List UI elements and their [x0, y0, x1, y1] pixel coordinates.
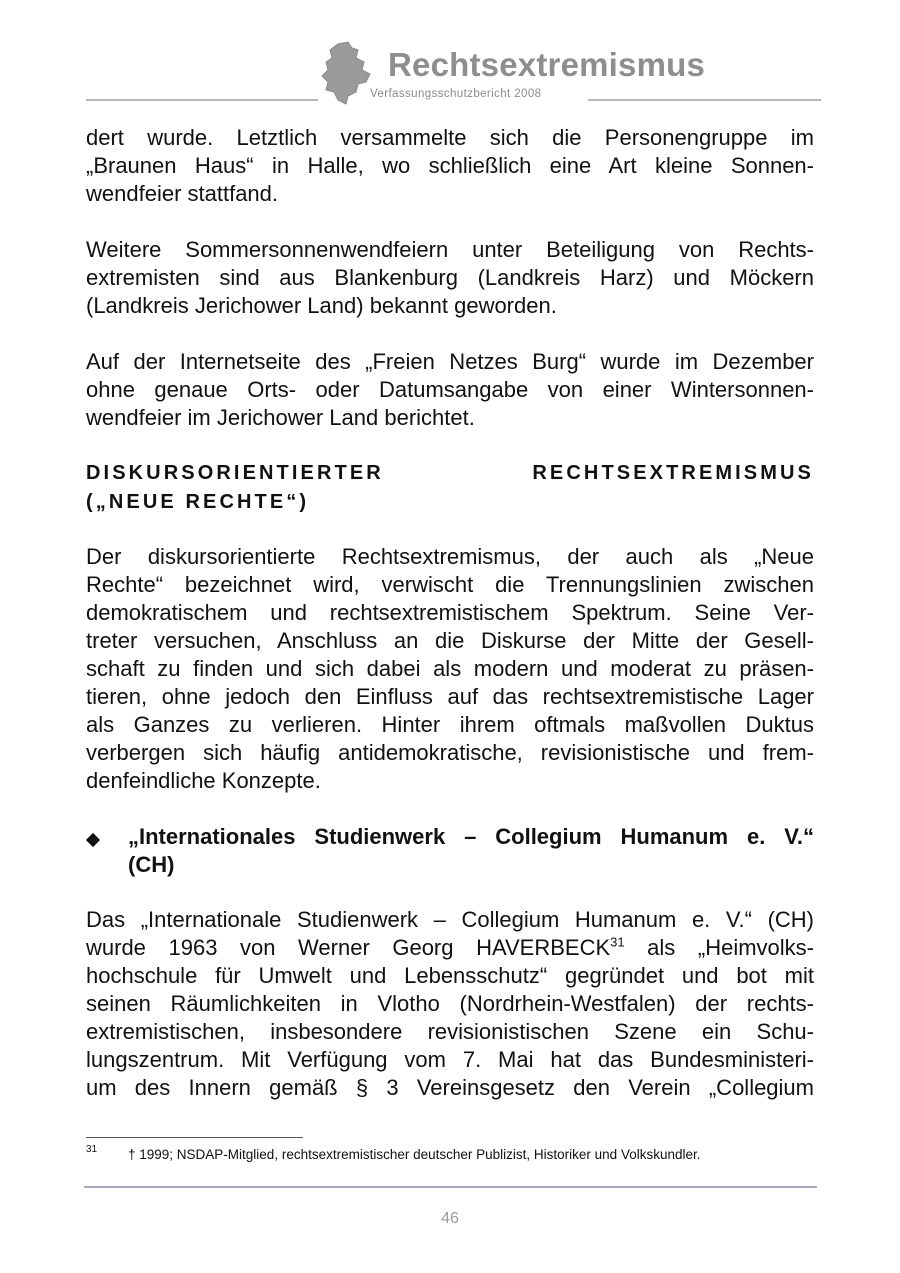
- heading-line: („NEUE RECHTE“): [86, 491, 310, 513]
- paragraph-5: [86, 906, 814, 1102]
- text-line: hochschule für Umwelt und Lebensschutz“ gegründet und bot mit: [86, 963, 814, 988]
- text-line: wendfeier im Jerichower Land berichtet.: [86, 405, 475, 430]
- text-line: extremisten sind aus Blankenburg (Landkreis Harz) und Möckern: [86, 265, 814, 290]
- text-line: denfeindliche Konzepte.: [86, 768, 321, 793]
- text-line: um des Innern gemäß § 3 Vereinsgesetz den Verein „Collegium: [86, 1075, 814, 1100]
- footnote-text: † 1999; NSDAP-Mitglied, rechtsextremistischer deutscher Publizist, Historiker und Volkskundler.: [128, 1147, 701, 1162]
- text-line: „Braunen Haus“ in Halle, wo schließlich eine Art kleine Sonnen-: [86, 153, 814, 178]
- paragraph-4: [86, 543, 814, 795]
- paragraph-2: [86, 236, 814, 320]
- bullet-subheading-text: [128, 823, 814, 879]
- bullet-line: (CH): [128, 852, 175, 877]
- text-segment: als „Heimvolks-: [624, 935, 814, 960]
- header-rule-right: [588, 99, 821, 101]
- diamond-bullet-icon: [86, 833, 100, 847]
- text-line: Der diskursorientierte Rechtsextremismus, der auch als „Neue: [86, 544, 814, 569]
- text-line: Auf der Internetseite des „Freien Netzes Burg“ wurde im Dezember: [86, 349, 814, 374]
- text-line: Weitere Sommersonnenwendfeiern unter Beteiligung von Rechts-: [86, 237, 814, 262]
- text-line: extremistischen, insbesondere revisionistischen Szene ein Schu-: [86, 1019, 814, 1044]
- text-line: demokratischem und rechtsextremistischem Spektrum. Seine Ver-: [86, 600, 814, 625]
- paragraph-1: [86, 124, 814, 208]
- text-segment: wurde 1963 von Werner Georg HAVERBECK: [86, 935, 611, 960]
- text-line: seinen Räumlichkeiten in Vlotho (Nordrhein-Westfalen) der rechts-: [86, 991, 814, 1016]
- text-line: treter versuchen, Anschluss an die Diskurse der Mitte der Gesell-: [86, 628, 814, 653]
- footnote-reference[interactable]: 31: [610, 934, 625, 950]
- header-title: Rechtsextremismus: [388, 46, 706, 83]
- text-line: Das „Internationale Studienwerk – Collegium Humanum e. V.“ (CH): [86, 907, 814, 932]
- text-line-with-footnote: [86, 934, 814, 962]
- bullet-line: „Internationales Studienwerk – Collegium Humanum e. V.“: [128, 824, 814, 849]
- footnote-rule: [86, 1137, 303, 1138]
- section-heading: [86, 459, 814, 517]
- text-line: dert wurde. Letztlich versammelte sich die Personengruppe im: [86, 125, 814, 150]
- text-line: tieren, ohne jedoch den Einfluss auf das rechtsextremistische Lager: [86, 684, 814, 709]
- text-line: lungszentrum. Mit Verfügung vom 7. Mai hat das Bundesministeri-: [86, 1047, 814, 1072]
- footnote-number: 31: [86, 1144, 98, 1155]
- paragraph-3: [86, 348, 814, 432]
- text-line: wendfeier stattfand.: [86, 181, 279, 206]
- text-line: (Landkreis Jerichower Land) bekannt geworden.: [86, 293, 557, 318]
- text-line: ohne genaue Orts- oder Datumsangabe von einer Wintersonnen-: [86, 377, 814, 402]
- page-number: 46: [441, 1210, 459, 1227]
- heading-line: DISKURSORIENTIERTER RECHTSEXTREMISMUS: [86, 462, 814, 484]
- text-line: Rechte“ bezeichnet wird, verwischt die Trennungslinien zwischen: [86, 572, 814, 597]
- header-rule-left: [86, 99, 318, 101]
- text-line: als Ganzes zu verlieren. Hinter ihrem oftmals maßvollen Duktus: [86, 712, 814, 737]
- text-line: verbergen sich häufig antidemokratische, revisionistische und frem-: [86, 740, 814, 765]
- footer-rule: [84, 1186, 817, 1188]
- header-subtitle: Verfassungsschutzbericht 2008: [366, 88, 545, 100]
- text-line: schaft zu finden und sich dabei als modern und moderat zu präsen-: [86, 656, 814, 681]
